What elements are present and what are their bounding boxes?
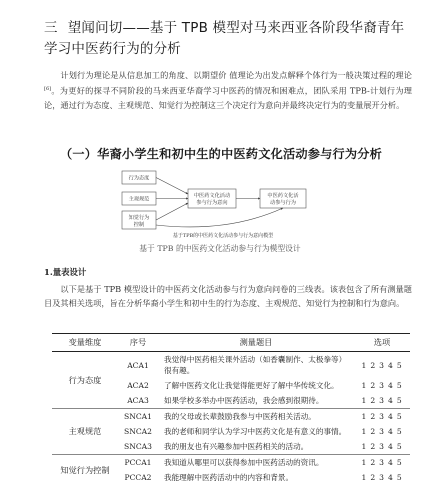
behavior-label-2: 动参与行为 — [270, 200, 296, 206]
header-options: 选项 — [354, 334, 410, 352]
intention-label-2: 参与行为意向 — [196, 200, 228, 206]
options-cell: 1 2 3 4 5 — [361, 360, 403, 370]
intro-text-a: 计划行为理论是从信息加工的角度、以期望价 值理论为出发点解释个体行为一般决策过程的理论 — [60, 70, 412, 80]
item-cell: 了解中医药文化让我觉得能更好了解中华传统文化。 — [164, 381, 339, 390]
table-row — [52, 352, 410, 379]
questionnaire-paragraph: 以下是基于 TPB 模型设计的中医药文化活动参与行为意向问卷的三线表。该表包含了所有测量题目及其相关选项，旨在分析华裔小学生和初中生的行为态度、主观规范、知觉行为控制和行为意向。 — [44, 284, 412, 309]
code-cell: SNCA3 — [118, 439, 158, 455]
code-cell: SNCA2 — [124, 427, 152, 436]
item-cell: 我能理解中医药活动中的内容和背景。 — [164, 473, 294, 482]
item-cell: 我觉得中医药相关课外活动（如香囊制作、太极拳等）很有趣。 — [164, 355, 347, 375]
header-item: 测量题目 — [158, 334, 354, 352]
questionnaire-heading: 1.量表设计 — [44, 267, 87, 277]
questionnaire-table — [52, 333, 410, 485]
arrow-control — [156, 203, 188, 220]
header-dimension: 变量维度 — [52, 334, 118, 352]
options-cell: 1 2 3 4 5 — [361, 473, 403, 482]
section-title-text: 望闻问切——基于 TPB 模型对马来西亚各阶段华裔青年学习中医药行为的分析 — [44, 20, 405, 57]
behavior-label-1: 中医药文化活 — [267, 193, 299, 199]
diagram-inner-caption: 基于TPB的中医药文化活动参与行为意向模型 — [172, 233, 274, 239]
code-cell: ACA2 — [127, 381, 149, 390]
header-code: 序号 — [118, 334, 158, 352]
item-cell: 我的父母或长辈鼓励我参与中医药相关活动。 — [164, 412, 316, 421]
dimension-cell: 知觉行为控制 — [60, 464, 110, 475]
section-title — [44, 18, 414, 60]
subsection-title: （一）华裔小学生和初中生的中医药文化活动参与行为分析 — [60, 147, 383, 161]
tpb-model-diagram — [118, 165, 328, 240]
arrow-attitude — [156, 178, 188, 195]
norm-label: 主观规范 — [128, 196, 150, 203]
item-cell: 我的朋友也有兴趣参加中医药相关的活动。 — [158, 439, 354, 455]
section-number: 三 — [44, 20, 58, 36]
code-cell: PCCA1 — [124, 458, 152, 467]
control-label-1: 知觉行为 — [128, 215, 150, 221]
options-cell: 1 2 3 4 5 — [354, 393, 410, 409]
options-cell: 1 2 3 4 5 — [361, 427, 403, 436]
code-cell: PCCA2 — [124, 473, 152, 482]
code-cell: ACA3 — [118, 393, 158, 409]
arrow-control-behavior — [156, 208, 283, 227]
intro-paragraph — [44, 68, 412, 112]
table-row — [52, 409, 410, 425]
figure-caption: 基于 TPB 的中医药文化活动参与行为模型设计 — [139, 244, 301, 253]
options-cell: 1 2 3 4 5 — [354, 439, 410, 455]
intro-text-b: 。为更好的探寻不同阶段的马来西亚华裔学习中医药的情况和困难点，团队采用 TPB-计划行为理论，通过行为态度、主观规范、知觉行为控制这三个决定行为意向并最终决定行为的变量展开分析。 — [44, 85, 412, 111]
dimension-cell: 主观规范 — [52, 409, 118, 455]
item-cell: 我知道从哪里可以获得参加中医药活动的资讯。 — [164, 458, 324, 467]
table-row — [52, 455, 410, 471]
options-cell: 1 2 3 4 5 — [361, 381, 403, 390]
attitude-label: 行为态度 — [128, 175, 150, 182]
dimension-cell: 行为态度 — [52, 352, 118, 409]
options-cell: 1 2 3 4 5 — [361, 458, 403, 467]
control-label-2: 控制 — [133, 222, 145, 228]
intention-label-1: 中医药文化活动 — [193, 193, 231, 199]
code-cell: SNCA1 — [124, 412, 152, 421]
item-cell: 如果学校多举办中医药活动，我会感到很期待。 — [158, 393, 354, 409]
code-cell: ACA1 — [127, 360, 149, 370]
citation-ref: [6] — [44, 86, 52, 93]
options-cell: 1 2 3 4 5 — [361, 412, 403, 421]
item-cell: 我的老师和同学认为学习中医药文化是有意义的事情。 — [164, 427, 347, 436]
table-header-row — [52, 334, 410, 352]
